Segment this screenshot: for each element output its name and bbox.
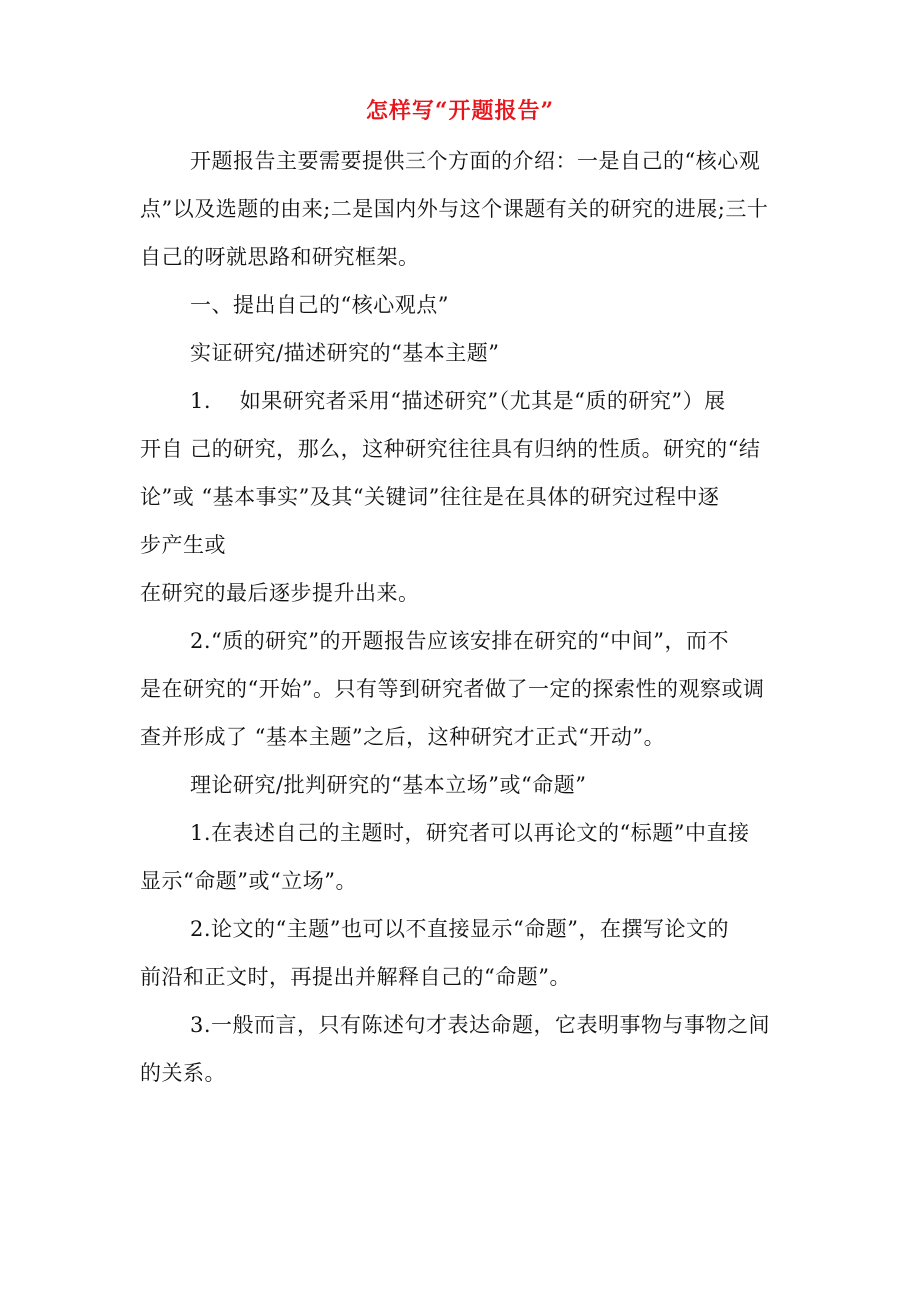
paragraph-line: 论”或 “基本事实”及其“关键词”往往是在具体的研究过程中逐 bbox=[140, 485, 720, 509]
paragraph-line: 查并形成了 “基本主题”之后，这种研究才正式“开动”。 bbox=[140, 725, 666, 749]
paragraph-line: 开题报告主要需要提供三个方面的介绍：一是自己的“核心观 bbox=[190, 149, 761, 173]
paragraph-line: 1. 如果研究者采用“描述研究”（尤其是“质的研究”）展 bbox=[190, 389, 726, 413]
paragraph-line: 2.“质的研究”的开题报告应该安排在研究的“中间”，而不 bbox=[190, 629, 729, 653]
paragraph-line: 前沿和正文时，再提出并解释自己的“命题”。 bbox=[140, 965, 571, 989]
paragraph-line: 3.一般而言，只有陈述句才表达命题，它表明事物与事物之间 bbox=[190, 1013, 771, 1037]
subsection-heading: 实证研究/描述研究的“基本主题” bbox=[190, 341, 500, 365]
paragraph-line: 点”以及选题的由来;二是国内外与这个课题有关的研究的进展;三十 bbox=[140, 197, 769, 221]
paragraph-line: 是在研究的“开始”。只有等到研究者做了一定的探索性的观察或调 bbox=[140, 677, 765, 701]
paragraph-line: 步产生或 bbox=[140, 533, 226, 557]
paragraph-line: 2.论文的“主题”也可以不直接显示“命题”，在撰写论文的 bbox=[190, 917, 729, 941]
subsection-heading: 理论研究/批判研究的“基本立场”或“命题” bbox=[190, 773, 587, 797]
document-title: 怎样写“开题报告” bbox=[365, 98, 555, 124]
paragraph-line: 的关系。 bbox=[140, 1061, 226, 1085]
paragraph-line: 开自 己的研究，那么，这种研究往往具有归纳的性质。研究的“结 bbox=[140, 437, 761, 461]
section-heading: 一、提出自己的“核心观点” bbox=[190, 293, 449, 317]
paragraph-line: 自己的呀就思路和研究框架。 bbox=[140, 245, 420, 269]
paragraph-line: 显示“命题”或“立场”。 bbox=[140, 869, 357, 893]
paragraph-line: 1.在表述自己的主题时，研究者可以再论文的“标题”中直接 bbox=[190, 821, 750, 845]
paragraph-line: 在研究的最后逐步提升出来。 bbox=[140, 581, 420, 605]
